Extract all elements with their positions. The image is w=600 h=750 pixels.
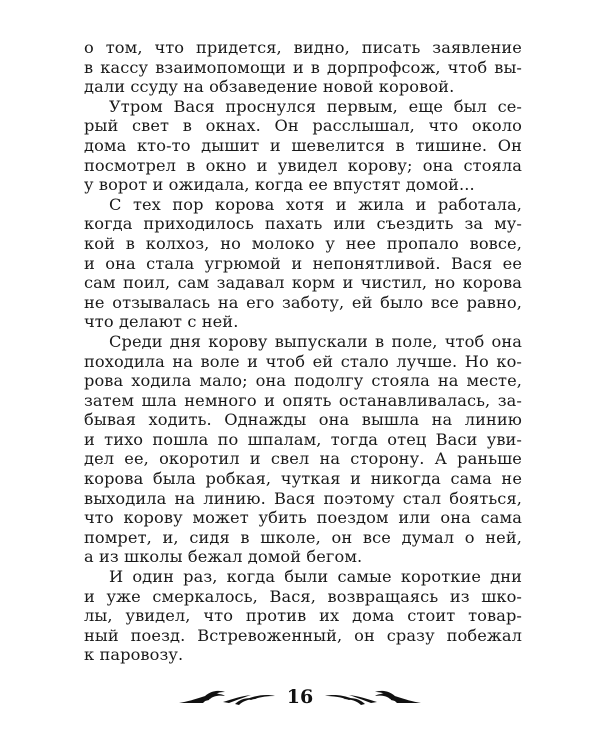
ornament-right-icon bbox=[323, 686, 423, 708]
page-body-text bbox=[84, 38, 522, 665]
text-line: выходила на линию. Вася поэтому стал бояться, bbox=[84, 488, 522, 508]
text-line: рый свет в окнах. Он расслышал, что около bbox=[84, 116, 522, 136]
text-line: в кассу взаимопомощи и в дорпрофсож, чтоб вы- bbox=[84, 57, 522, 77]
text-line: кой в колхоз, но молоко у нее пропало вовсе, bbox=[84, 233, 522, 253]
text-line: И один раз, когда были самые короткие дни bbox=[109, 567, 522, 587]
paragraph bbox=[84, 195, 522, 332]
text-line: походила на воле и чтоб ей стало лучше. Но ко- bbox=[84, 351, 522, 371]
text-line: затем шла немного и опять останавливалась, за- bbox=[84, 390, 522, 410]
text-line: дома кто-то дышит и шевелится в тишине. Он bbox=[84, 135, 522, 155]
text-line: дел ее, окоротил и свел на сторону. А раньше bbox=[84, 449, 522, 469]
text-line: посмотрел в окно и увидел корову; она стояла bbox=[84, 155, 522, 175]
text-line: о том, что придется, видно, писать заявление bbox=[84, 38, 522, 57]
text-line: когда приходилось пахать или съездить за му- bbox=[84, 214, 522, 234]
paragraph bbox=[84, 97, 522, 195]
text-line: ный поезд. Встревоженный, он сразу побежал bbox=[84, 625, 522, 645]
page-footer bbox=[0, 682, 600, 712]
text-line: рова ходила мало; она подолгу стояла на месте, bbox=[84, 371, 522, 391]
text-line: корова была робкая, чуткая и никогда сама не bbox=[84, 469, 522, 489]
paragraph bbox=[84, 332, 522, 567]
text-line: к паровозу. bbox=[84, 645, 184, 665]
text-line: Среди дня корову выпускали в поле, чтоб она bbox=[109, 331, 522, 351]
page-number: 16 bbox=[286, 686, 314, 708]
ornament-left-icon bbox=[177, 686, 277, 708]
text-line: и уже смеркалось, Вася, возвращаясь из шко- bbox=[84, 586, 522, 606]
text-line: а из школы бежал домой бегом. bbox=[84, 547, 363, 567]
text-line: сам поил, сам задавал корм и чистил, но корова bbox=[84, 273, 522, 293]
text-line: бывая ходить. Однажды она вышла на линию bbox=[84, 410, 522, 430]
text-line: и она стала угрюмой и непонятливой. Вася ее bbox=[84, 253, 522, 273]
text-line: лы, увидел, что против их дома стоит товар- bbox=[84, 606, 522, 626]
paragraph bbox=[84, 38, 522, 97]
text-line: что делают с ней. bbox=[84, 312, 239, 332]
text-line: не отзывалась на его заботу, ей было все равно, bbox=[84, 292, 522, 312]
text-line: у ворот и ожидала, когда ее впустят домой... bbox=[84, 175, 475, 195]
text-line: помрет, и, сидя в школе, он все думал о ней, bbox=[84, 527, 522, 547]
text-line: С тех пор корова хотя и жила и работала, bbox=[109, 194, 522, 214]
text-line: Утром Вася проснулся первым, еще был се- bbox=[109, 96, 522, 116]
text-line: и тихо пошла по шпалам, тогда отец Васи уви- bbox=[84, 429, 522, 449]
paragraph bbox=[84, 567, 522, 665]
text-line: что корову может убить поездом или она сама bbox=[84, 508, 522, 528]
text-line: дали ссуду на обзаведение новой коровой. bbox=[84, 77, 455, 97]
